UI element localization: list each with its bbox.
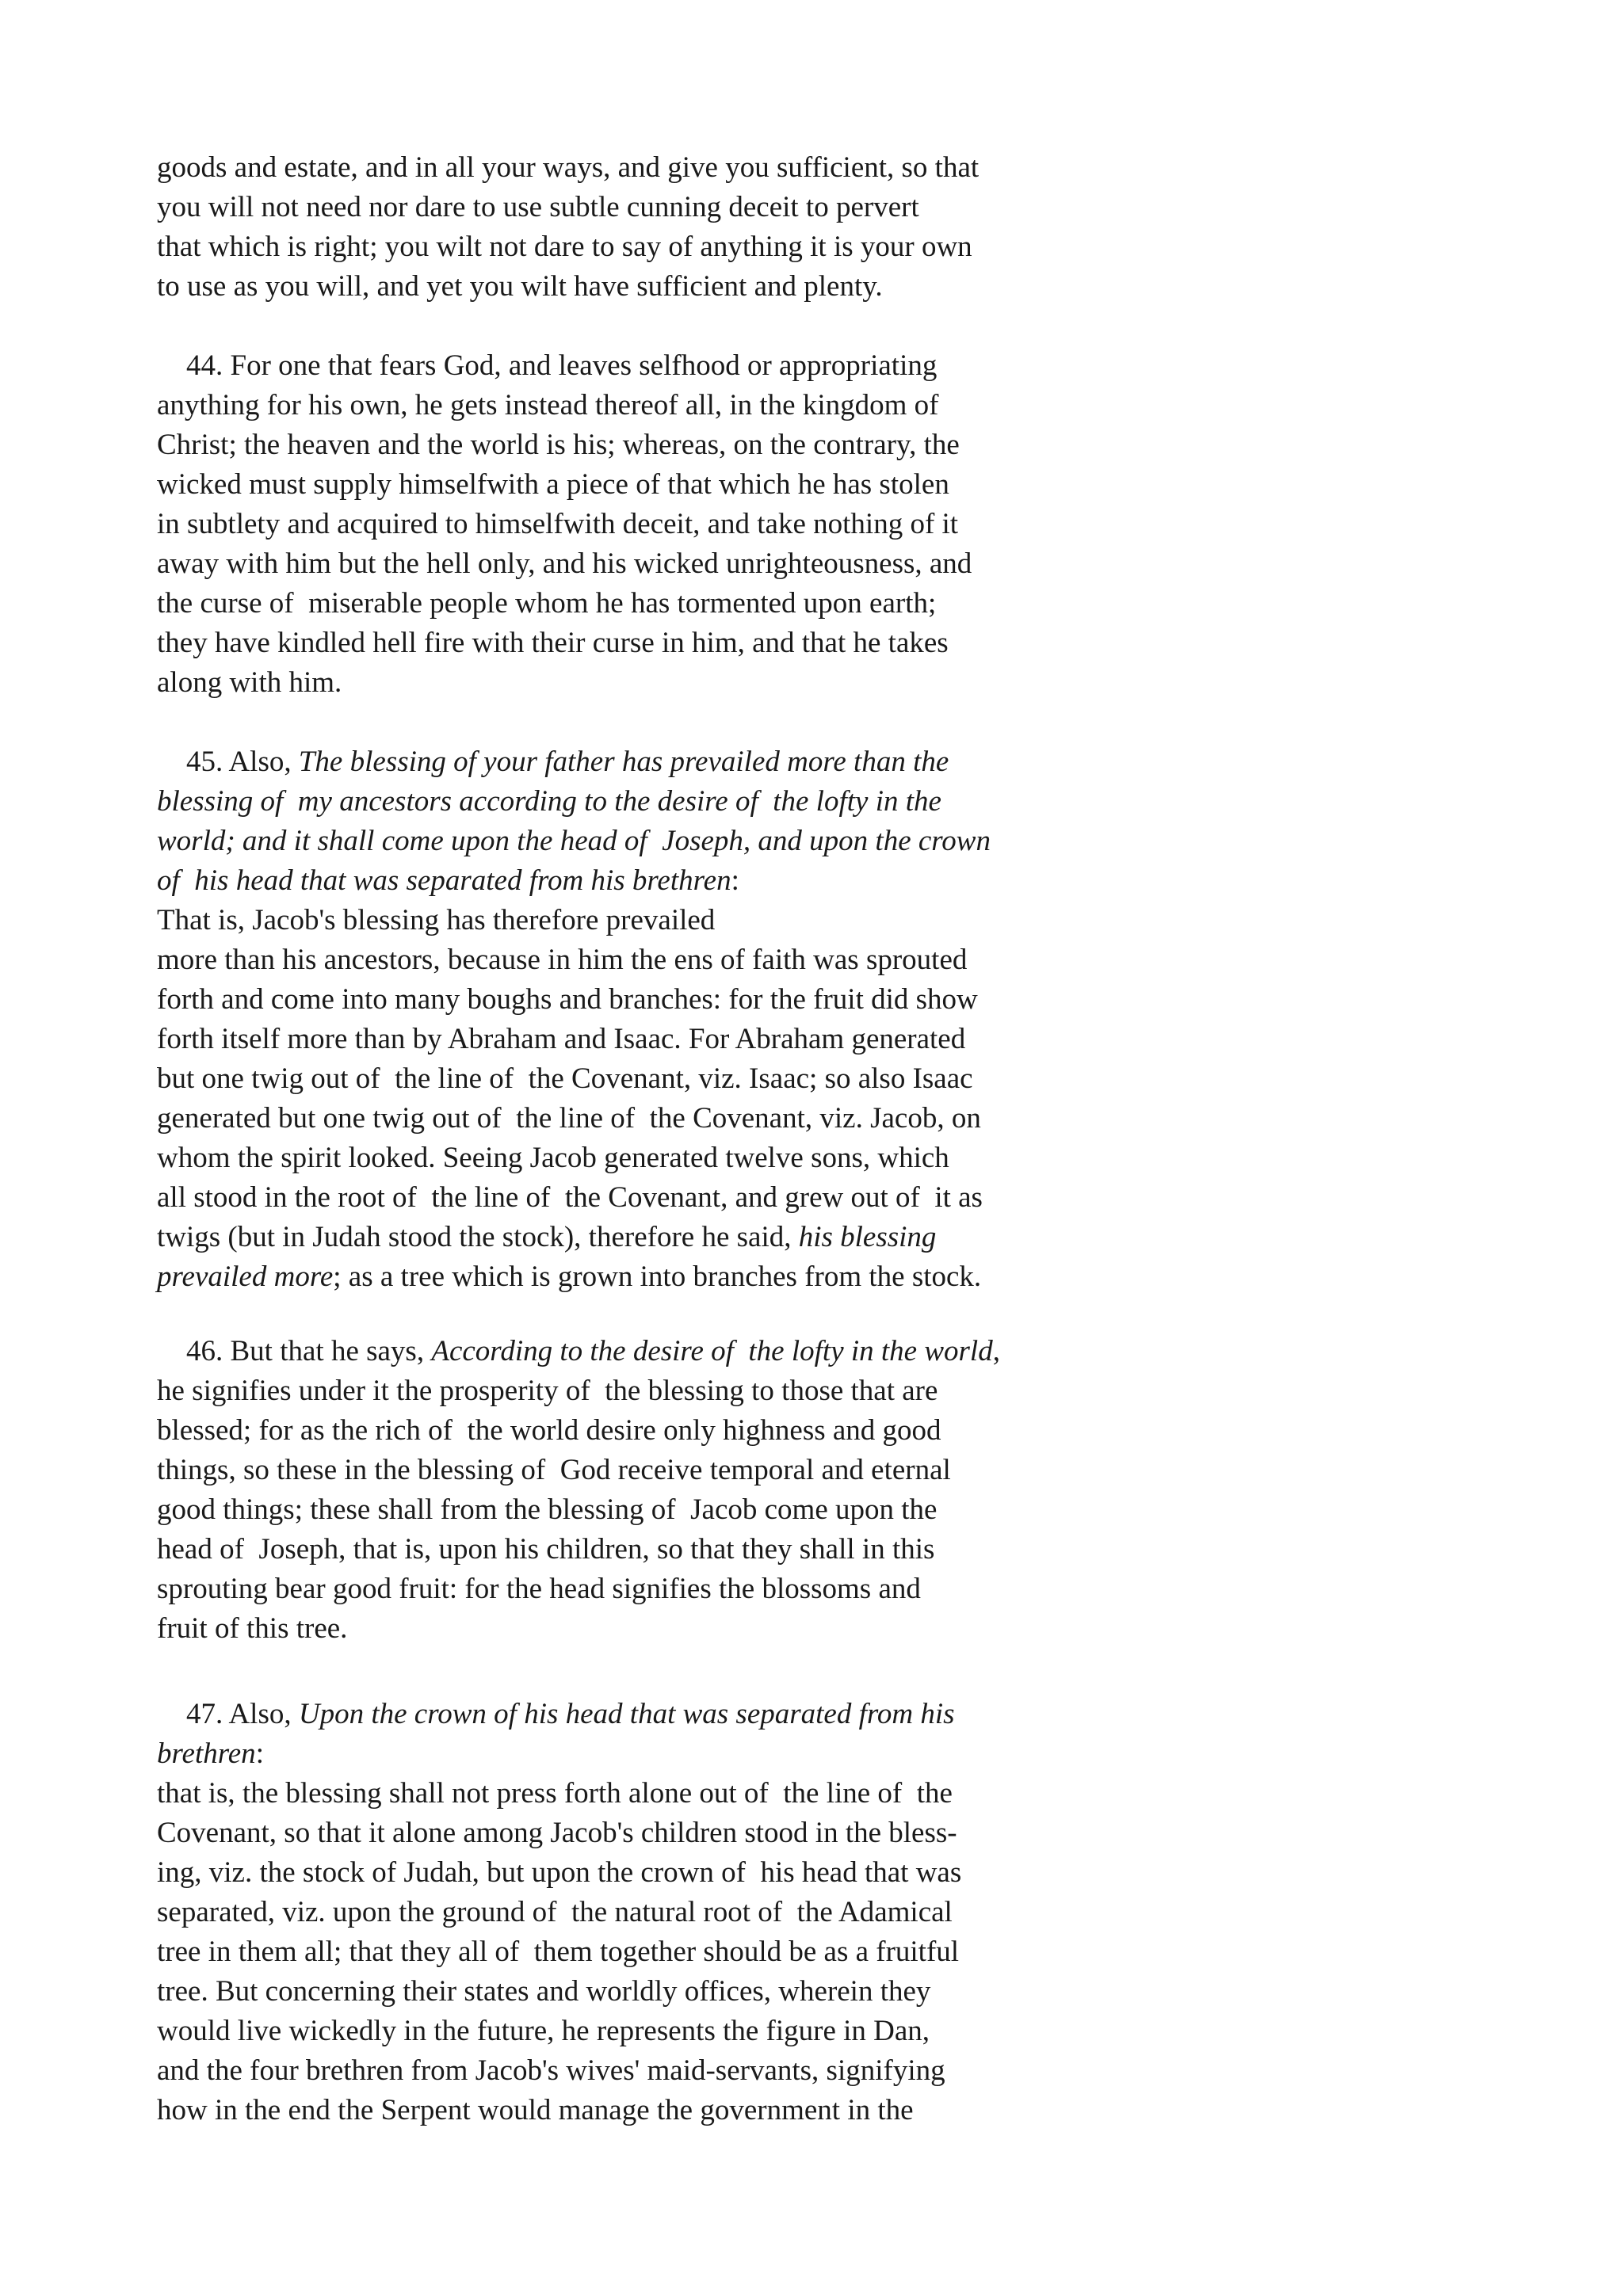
text-line bbox=[157, 425, 960, 465]
text-run: that which is right; you wilt not dare to say of anything it is your own bbox=[157, 231, 972, 263]
text-line bbox=[157, 1059, 973, 1099]
text-run: the curse of miserable people whom he has tormented upon earth; bbox=[157, 587, 937, 620]
text-run: they have kindled hell fire with their curse in him, and that he takes bbox=[157, 627, 949, 659]
text-line bbox=[157, 2091, 914, 2130]
text-run: fruit of this tree. bbox=[157, 1612, 348, 1645]
text-run: to use as you will, and yet you wilt have sufficient and plenty. bbox=[157, 270, 883, 303]
text-run: blessed; for as the rich of the world desire only highness and good bbox=[157, 1414, 941, 1447]
text-line bbox=[157, 861, 739, 901]
text-line bbox=[157, 1178, 983, 1218]
text-line bbox=[157, 1099, 981, 1138]
text-line bbox=[157, 1332, 1000, 1371]
text-line bbox=[157, 901, 715, 940]
text-run: head of Joseph, that is, upon his children, so that they shall in this bbox=[157, 1533, 935, 1566]
text-line bbox=[157, 227, 972, 267]
text-line bbox=[157, 940, 967, 980]
text-run: 44. For one that fears God, and leaves selfhood or appropriating bbox=[157, 349, 938, 382]
text-run: : bbox=[731, 864, 739, 897]
text-line bbox=[157, 1893, 953, 1932]
text-line bbox=[157, 1609, 347, 1649]
text-run: That is, Jacob's blessing has therefore prevailed bbox=[157, 904, 716, 936]
text-run: forth itself more than by Abraham and Isaac. For Abraham generated bbox=[157, 1023, 966, 1055]
text-run: he signifies under it the prosperity of the blessing to those that are bbox=[157, 1375, 938, 1407]
italic-run: Upon the crown of his head that was separated from his bbox=[298, 1698, 955, 1730]
text-run: whom the spirit looked. Seeing Jacob generated twelve sons, which bbox=[157, 1142, 949, 1174]
text-run: away with him but the hell only, and his wicked unrighteousness, and bbox=[157, 547, 972, 580]
text-line bbox=[157, 1490, 937, 1530]
text-line bbox=[157, 742, 949, 782]
text-run: sprouting bear good fruit: for the head signifies the blossoms and bbox=[157, 1573, 921, 1605]
text-line bbox=[157, 1451, 951, 1490]
text-line bbox=[157, 1695, 955, 1734]
text-run: 45. Also, bbox=[157, 746, 299, 778]
text-line bbox=[157, 1218, 936, 1257]
italic-run: The blessing of your father has prevailed more than the bbox=[298, 746, 949, 778]
text-line bbox=[157, 782, 941, 822]
text-line bbox=[157, 1569, 921, 1609]
text-run: but one twig out of the line of the Covenant, viz. Isaac; so also Isaac bbox=[157, 1062, 973, 1095]
text-run: ing, viz. the stock of Judah, but upon the crown of his head that was bbox=[157, 1856, 962, 1889]
text-line bbox=[157, 267, 883, 307]
text-line bbox=[157, 188, 919, 227]
text-line bbox=[157, 2051, 945, 2091]
text-line bbox=[157, 505, 958, 544]
text-line bbox=[157, 1734, 264, 1774]
text-line bbox=[157, 1972, 930, 2012]
text-run: how in the end the Serpent would manage the government in the bbox=[157, 2094, 914, 2126]
text-run: goods and estate, and in all your ways, and give you sufficient, so that bbox=[157, 151, 980, 184]
text-run: twigs (but in Judah stood the stock), therefore he said, bbox=[157, 1221, 799, 1253]
text-line bbox=[157, 465, 949, 505]
text-line bbox=[157, 1020, 965, 1059]
text-line bbox=[157, 544, 972, 584]
text-run: separated, viz. upon the ground of the natural root of the Adamical bbox=[157, 1896, 953, 1928]
text-line bbox=[157, 1932, 959, 1972]
text-run: in subtlety and acquired to himselfwith deceit, and take nothing of it bbox=[157, 508, 959, 540]
italic-run: of his head that was separated from his brethren bbox=[157, 864, 731, 897]
text-line bbox=[157, 1371, 938, 1411]
text-line bbox=[157, 386, 938, 425]
text-line bbox=[157, 1530, 934, 1569]
text-line bbox=[157, 1411, 941, 1451]
text-run: 46. But that he says, bbox=[157, 1335, 432, 1367]
italic-run: blessing of my ancestors according to the desire of the lofty in the bbox=[157, 785, 941, 818]
text-run: would live wickedly in the future, he represents the figure in Dan, bbox=[157, 2015, 930, 2047]
text-line bbox=[157, 624, 949, 663]
text-line bbox=[157, 148, 979, 188]
text-run: Christ; the heaven and the world is his; whereas, on the contrary, the bbox=[157, 429, 960, 461]
text-run: that is, the blessing shall not press forth alone out of the line of the bbox=[157, 1777, 953, 1810]
text-line bbox=[157, 1138, 949, 1178]
italic-run: brethren bbox=[157, 1737, 256, 1770]
text-run: tree in them all; that they all of them together should be as a fruitful bbox=[157, 1936, 960, 1968]
text-run: wicked must supply himselfwith a piece of that which he has stolen bbox=[157, 468, 949, 501]
text-line bbox=[157, 1814, 957, 1853]
text-line bbox=[157, 1257, 981, 1297]
text-line bbox=[157, 980, 978, 1020]
text-line bbox=[157, 1774, 953, 1814]
text-run: ; as a tree which is grown into branches from the stock. bbox=[333, 1261, 982, 1293]
text-line bbox=[157, 822, 991, 861]
italic-run: prevailed more bbox=[157, 1261, 334, 1293]
text-run: : bbox=[255, 1737, 264, 1770]
text-run: tree. But concerning their states and worldly offices, wherein they bbox=[157, 1975, 931, 2008]
text-run: along with him. bbox=[157, 666, 342, 699]
text-line bbox=[157, 584, 936, 624]
text-run: all stood in the root of the line of the Covenant, and grew out of it as bbox=[157, 1181, 983, 1214]
text-run: more than his ancestors, because in him the ens of faith was sprouted bbox=[157, 944, 968, 976]
text-run: generated but one twig out of the line of the Covenant, viz. Jacob, on bbox=[157, 1102, 981, 1135]
text-run: and the four brethren from Jacob's wives' maid-servants, signifying bbox=[157, 2054, 945, 2087]
text-run: you will not need nor dare to use subtle cunning deceit to pervert bbox=[157, 191, 919, 223]
text-line bbox=[157, 1853, 961, 1893]
text-run: 47. Also, bbox=[157, 1698, 299, 1730]
text-run: good things; these shall from the blessing of Jacob come upon the bbox=[157, 1493, 938, 1526]
italic-run: According to the desire of the lofty in the world bbox=[431, 1335, 993, 1367]
italic-run: world; and it shall come upon the head of Joseph, and upon the crown bbox=[157, 825, 991, 857]
text-line bbox=[157, 663, 342, 703]
text-run: forth and come into many boughs and branches: for the fruit did show bbox=[157, 983, 978, 1016]
text-line bbox=[157, 346, 937, 386]
text-run: things, so these in the blessing of God receive temporal and eternal bbox=[157, 1454, 951, 1486]
text-run: anything for his own, he gets instead thereof all, in the kingdom of bbox=[157, 389, 939, 421]
text-run: Covenant, so that it alone among Jacob's children stood in the bless- bbox=[157, 1817, 957, 1849]
text-line bbox=[157, 2012, 930, 2051]
italic-run: his blessing bbox=[798, 1221, 937, 1253]
text-run: , bbox=[992, 1335, 1000, 1367]
